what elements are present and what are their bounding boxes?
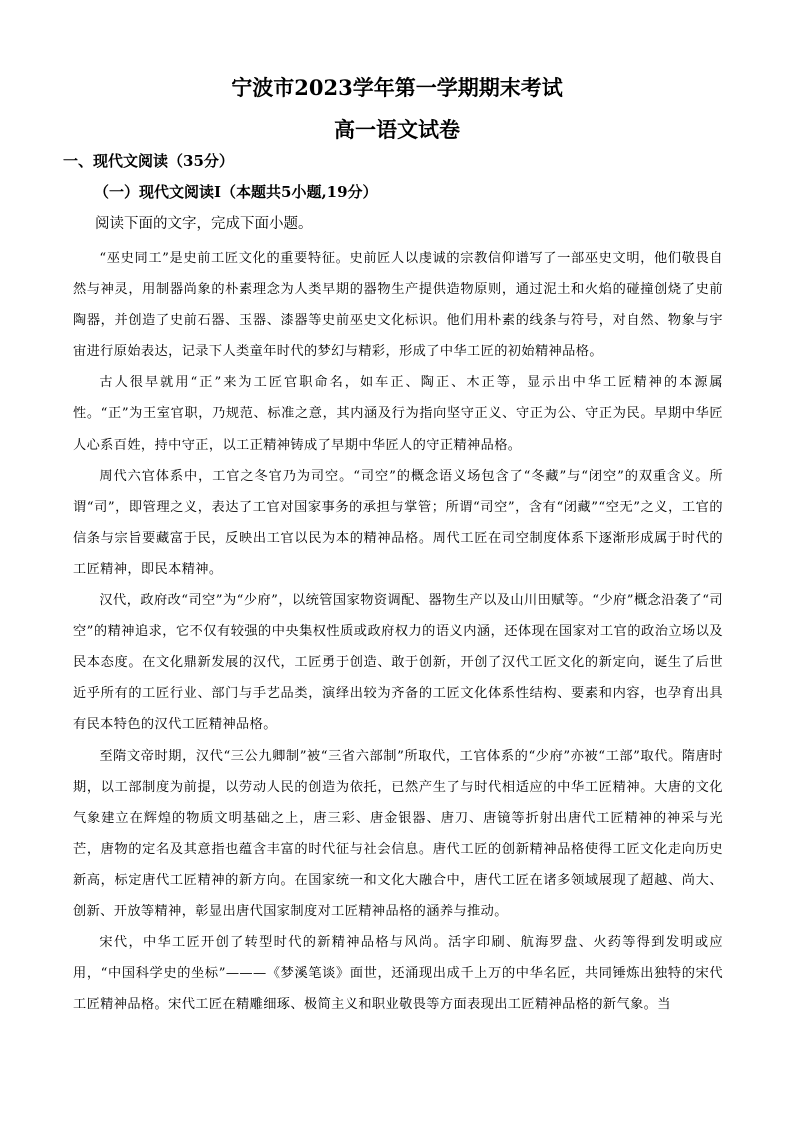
exam-title: 宁波市2023学年第一学期期末考试 [231,75,563,100]
reading-passage [73,243,723,1020]
passage-paragraph: 古人很早就用“正”来为工匠官职命名，如车正、陶正、木正等，显示出中华工匠精神的本源属性。“正”为王室官职，乃规范、标准之意，其内涵及行为指向坚守正义、守正为公、守正为民。早期中华匠人心系百姓，持中守正，以工正精神铸成了早期中华匠人的守正精神品格。 [73,375,723,453]
exam-subtitle: 高一语文试卷 [334,117,460,142]
reading-instruction: 阅读下面的文字，完成下面小题。 [95,216,313,232]
passage-paragraph: 至隋文帝时期，汉代“三公九卿制”被“三省六部制”所取代，工官体系的“少府”亦被“工部”取代。隋唐时期，以工部制度为前提，以劳动人民的创造为依托，已然产生了与时代相适应的中华工匠精神。大唐的文化气象建立在辉煌的物质文明基础之上，唐三彩、唐金银器、唐刀、唐镜等折射出唐代工匠精神的神采与光芒，唐物的定名及其意指也蕴含丰富的时代征与社会信息。唐代工匠的创新精神品格使得工匠文化走向历史新高，标定唐代工匠精神的新方向。在国家统一和文化大融合中，唐代工匠在诸多领域展现了超越、尚大、创新、开放等精神，彰显出唐代国家制度对工匠精神品格的涵养与推动。 [73,748,723,919]
passage-paragraph: “巫史同工”是史前工匠文化的重要特征。史前匠人以虔诚的宗教信仰谱写了一部巫史文明，他们敬畏自然与神灵，用制器尚象的朴素理念为人类早期的器物生产提供造物原则，通过泥土和火焰的碰撞创烧了史前陶器，并创造了史前石器、玉器、漆器等史前巫史文化标识。他们用朴素的线条与符号，对自然、物象与宇宙进行原始表达，记录下人类童年时代的梦幻与精彩，形成了中华工匠的初始精神品格。 [73,251,723,360]
passage-paragraph: 周代六官体系中，工官之冬官乃为司空。“司空”的概念语义场包含了“冬藏”与“闭空”的双重含义。所谓“司”，即管理之义，表达了工官对国家事务的承担与掌管；所谓“司空”，含有“闭藏”“空无”之义，工官的信条与宗旨要藏富于民，反映出工官以民为本的精神品格。周代工匠在司空制度体系下逐渐形成属于时代的工匠精神，即民本精神。 [73,468,723,577]
section-heading: 一、现代文阅读（35分） [63,152,234,170]
subsection-heading: （一）现代文阅读Ⅰ（本题共5小题,19分） [94,183,378,201]
passage-paragraph: 汉代，政府改“司空”为“少府”，以统管国家物资调配、器物生产以及山川田赋等。“少府”概念沿袭了“司空”的精神追求，它不仅有较强的中央集权性质或政府权力的语义内涵，还体现在国家对工官的政治立场以及民本态度。在文化鼎新发展的汉代，工匠勇于创造、敢于创新，开创了汉代工匠文化的新定向，诞生了后世近乎所有的工匠行业、部门与手艺品类，演绎出较为齐备的工匠文化体系性结构、要素和内容，也孕育出具有民本特色的汉代工匠精神品格。 [73,593,723,733]
passage-paragraph: 宋代，中华工匠开创了转型时代的新精神品格与风尚。活字印刷、航海罗盘、火药等得到发明或应用，“中国科学史的坐标”———《梦溪笔谈》面世，还涌现出成千上万的中华名匠，共同锤炼出独特的宋代工匠精神品格。宋代工匠在精雕细琢、极简主义和职业敬畏等方面表现出工匠精神品格的新气象。当 [73,935,723,1013]
